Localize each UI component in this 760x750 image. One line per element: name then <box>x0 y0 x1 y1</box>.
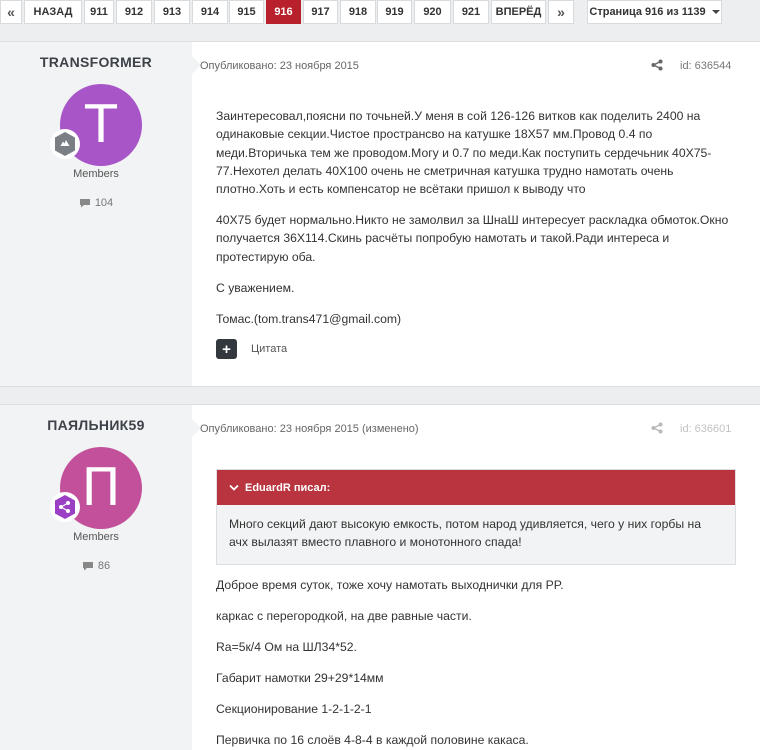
post-paragraph: Ra=5к/4 Ом на ШЛ34*52. <box>216 639 357 654</box>
share-icon[interactable] <box>651 422 663 434</box>
quote-block <box>216 469 736 565</box>
last-page-label: » <box>557 4 565 20</box>
quote-author: EduardR писал: <box>245 481 331 494</box>
author-name-link[interactable]: ПАЯЛЬНИК59 <box>47 417 145 433</box>
post-content <box>216 576 736 750</box>
post-id-link[interactable]: id: 636544 <box>680 60 732 72</box>
page-number-label: 916 <box>274 6 293 18</box>
prev-page-button[interactable] <box>24 0 82 24</box>
post-count-value: 104 <box>94 197 114 209</box>
quote-button[interactable]: Цитата <box>251 343 288 355</box>
author-panel <box>0 405 192 750</box>
post-date: Опубликовано: 23 ноября 2015 (изменено) <box>200 423 419 435</box>
post-count-value: 86 <box>97 560 111 572</box>
page-912-button[interactable] <box>116 0 152 24</box>
post-paragraph: 40Х75 будет нормально.Никто не замолвил за ШнаШ интересует раскладка обмоток.Окно получается 36Х114.Скинь расчёты попробую намотать и такой.Ради интереса и протестирую оба. <box>216 213 729 264</box>
caret-down-icon <box>712 10 720 14</box>
share-icon[interactable] <box>651 59 663 71</box>
page-916-button-current[interactable] <box>266 0 301 24</box>
page-918-button[interactable] <box>340 0 376 24</box>
page-921-button[interactable] <box>453 0 489 24</box>
quote-text: Много секций дают высокую емкость, потом народ удивляется, чего у них горбы на ачх вылазят вместо плавного и монотонного спада! <box>229 517 701 550</box>
page-number-label: 911 <box>90 6 108 18</box>
page-911-button[interactable] <box>84 0 114 24</box>
rank-badge-icon <box>50 129 80 159</box>
pagination <box>0 0 760 26</box>
page-914-button[interactable] <box>192 0 228 24</box>
page-jump-label: Страница 916 из 1139 <box>589 6 706 18</box>
post-date: Опубликовано: 23 ноября 2015 <box>200 60 359 72</box>
page-number-label: 921 <box>461 6 481 18</box>
multiquote-plus-button[interactable]: + <box>216 339 237 359</box>
post-paragraph: Первичка по 16 слоёв 4-8-4 в каждой половине какаса. <box>216 732 529 747</box>
post-paragraph: Заинтересовал,поясни по точьней.У меня в сой 126-126 витков как поделить 2400 на одинаковые секции.Чистое пространсво на катушке 18Х57 мм.Провод 0.4 по меди.Вторичька тем же проводом.Могу и 0.7 по меди.Как поступить сердечьник 40Х75-77.Нехотел делать 40Х100 очень не сметричная катушка трудно намотать очень плотно.Хоть и есть компенсатор не всётаки пришол к выводу что <box>216 109 712 197</box>
author-group: Members <box>73 531 119 543</box>
post-id-link[interactable]: id: 636601 <box>680 423 732 435</box>
page-number-label: 915 <box>237 6 256 18</box>
page-number-label: 919 <box>385 6 404 18</box>
comment-icon <box>82 561 94 571</box>
avatar-letter: П <box>81 458 121 518</box>
page-number-label: 917 <box>311 6 330 18</box>
post-count <box>0 197 192 209</box>
first-page-label: « <box>7 4 15 20</box>
page-number-label: 918 <box>348 6 368 18</box>
page-919-button[interactable] <box>377 0 412 24</box>
avatar-letter: T <box>85 95 117 155</box>
rank-badge-icon <box>50 492 80 522</box>
post-636544 <box>0 41 760 387</box>
quote-header[interactable] <box>217 470 735 505</box>
post-paragraph: каркас с перегородкой, на две равные части. <box>216 608 472 623</box>
post-paragraph: Габарит намотки 29+29*14мм <box>216 670 384 685</box>
post-count <box>0 560 192 572</box>
post-paragraph: Секционирование 1-2-1-2-1 <box>216 701 372 716</box>
chevron-down-icon <box>229 484 239 492</box>
post-paragraph: С уважением. <box>216 280 295 295</box>
post-content <box>216 107 736 341</box>
page-913-button[interactable] <box>154 0 190 24</box>
page-number-label: 912 <box>124 6 144 18</box>
page-917-button[interactable] <box>303 0 338 24</box>
author-panel <box>0 42 192 386</box>
author-group: Members <box>73 168 119 180</box>
page-920-button[interactable] <box>414 0 451 24</box>
next-page-button[interactable] <box>491 0 546 24</box>
post-paragraph: Томас.(tom.trans471@gmail.com) <box>216 311 402 326</box>
first-page-button[interactable] <box>0 0 22 24</box>
prev-page-label: НАЗАД <box>33 6 73 18</box>
page-number-label: 913 <box>162 6 182 18</box>
next-page-label: ВПЕРЁД <box>495 6 542 18</box>
page-number-label: 914 <box>200 6 220 18</box>
post-paragraph: Доброе время суток, тоже хочу намотать выходнички для PP. <box>216 578 564 592</box>
post-actions <box>216 339 287 359</box>
page-915-button[interactable] <box>229 0 264 24</box>
last-page-button[interactable] <box>548 0 574 24</box>
post-636601 <box>0 404 760 750</box>
page-jump-dropdown[interactable] <box>587 0 722 24</box>
page-number-label: 920 <box>423 6 442 18</box>
author-name-link[interactable]: TRANSFORMER <box>39 54 153 70</box>
comment-icon <box>79 198 91 208</box>
